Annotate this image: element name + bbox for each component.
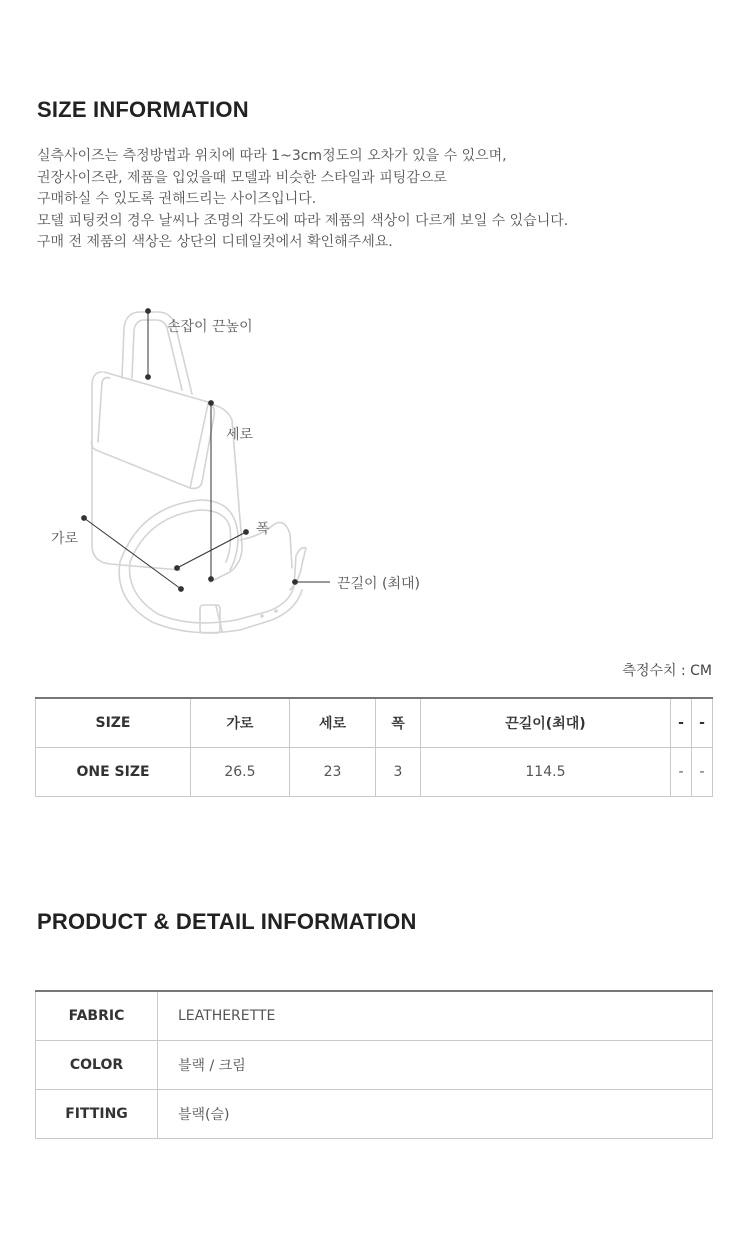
size-table-header [36,698,713,748]
fitting-key: FITTING [36,1090,158,1139]
fitting-value: 블랙(슬) [158,1090,713,1139]
strap-length-label: 끈길이 (최대) [337,576,420,592]
product-detail-title: PRODUCT & DETAIL INFORMATION [37,909,417,934]
table-row [36,748,713,797]
table-row [36,991,713,1041]
product-info-table [35,990,713,1139]
depth-label: 폭 [256,521,270,537]
bag-illustration [40,300,440,645]
handle-height-label: 손잡이 끈높이 [167,319,253,335]
header-cell: - [671,698,692,748]
color-key: COLOR [36,1041,158,1090]
size-note-line: 구매 전 제품의 색상은 상단의 디테일컷에서 확인해주세요. [37,234,393,250]
color-value: 블랙 / 크림 [158,1041,713,1090]
header-cell: SIZE [36,698,191,748]
measurement-unit: 측정수치 : CM [622,663,712,679]
bag-measurement-diagram [40,300,440,645]
size-table [35,697,713,797]
size-notes [37,146,717,254]
height-label: 세로 [226,427,254,443]
value-cell: - [671,748,692,797]
header-cell: 세로 [289,698,375,748]
size-information-title: SIZE INFORMATION [37,97,249,122]
size-note-line: 실측사이즈는 측정방법과 위치에 따라 1~3cm정도의 오차가 있을 수 있으며, [37,148,507,164]
fabric-value: LEATHERETTE [158,991,713,1041]
header-cell: - [692,698,713,748]
width-label: 가로 [51,531,79,547]
size-cell: ONE SIZE [36,748,191,797]
value-cell: - [692,748,713,797]
value-cell: 23 [289,748,375,797]
value-cell: 114.5 [420,748,670,797]
header-cell: 폭 [376,698,421,748]
header-cell: 가로 [191,698,290,748]
value-cell: 26.5 [191,748,290,797]
table-row [36,1090,713,1139]
header-cell: 끈길이(최대) [420,698,670,748]
value-cell: 3 [376,748,421,797]
fabric-key: FABRIC [36,991,158,1041]
size-note-line: 모델 피팅컷의 경우 날씨나 조명의 각도에 따라 제품의 색상이 다르게 보일 수 있습니다. [37,212,569,229]
size-note-line: 구매하실 수 있도록 권해드리는 사이즈입니다. [37,191,317,207]
table-row [36,1041,713,1090]
size-note-line: 권장사이즈란, 제품을 입었을때 모델과 비슷한 스타일과 피팅감으로 [37,169,447,186]
